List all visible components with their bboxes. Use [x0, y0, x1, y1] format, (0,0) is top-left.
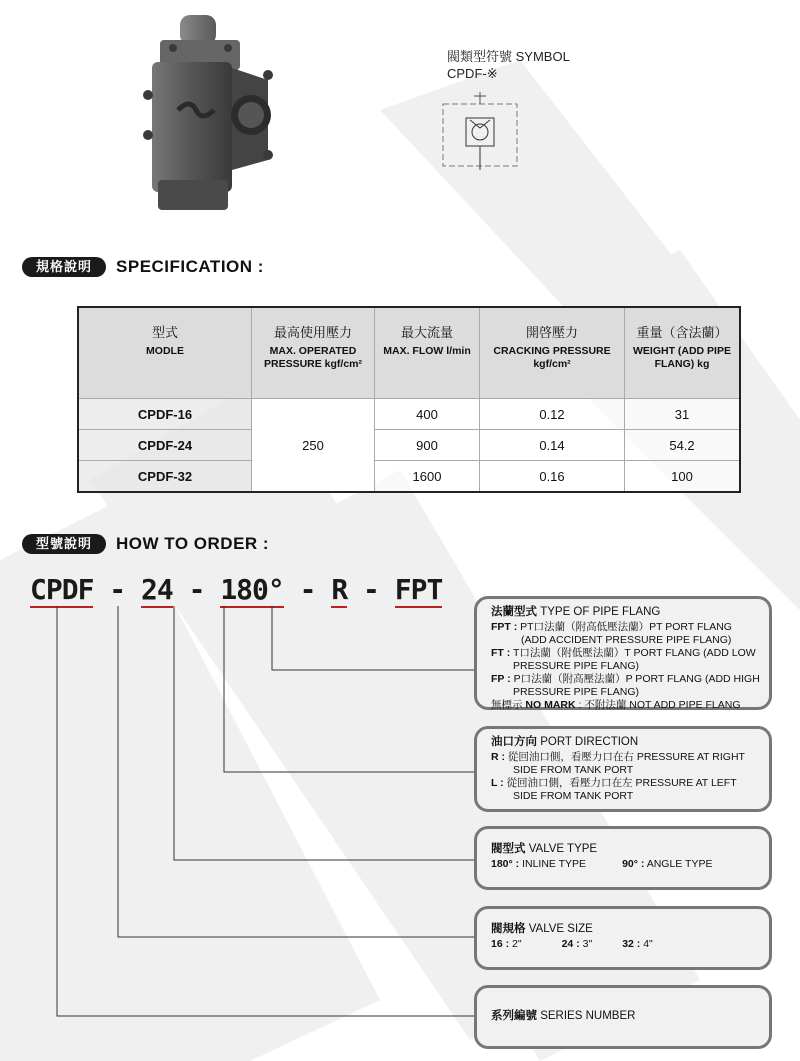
order-title: HOW TO ORDER :: [116, 534, 270, 553]
code-direction: R: [331, 573, 348, 606]
code-flang: FPT: [394, 573, 443, 606]
pressure-cell: 250: [252, 399, 375, 493]
cracking-cell: 0.12: [480, 399, 625, 430]
leader-direction: [224, 606, 476, 772]
header-model: 型式 MODLE: [78, 307, 252, 399]
leader-type: [174, 606, 476, 860]
port-direction-box: 油口方向 PORT DIRECTION R : 從回油口側，看壓力口在右 PRESSURE AT RIGHT SIDE FROM TANK PORT L : 從回油口側，看壓力口在左 PRESSURE AT LEFT SIDE FROM TANK PORT: [474, 726, 772, 812]
model-cell: CPDF-24: [78, 430, 252, 461]
specification-badge: 規格說明: [22, 257, 106, 277]
flang-title-en: TYPE OF PIPE FLANG: [540, 606, 661, 618]
symbol-title-text: 閥類型符號 SYMBOL: [447, 49, 570, 64]
cracking-cell: 0.14: [480, 430, 625, 461]
flang-type-box: 法蘭型式 TYPE OF PIPE FLANG FPT : PT口法蘭（附高低壓法蘭）PT PORT FLANG (ADD ACCIDENT PRESSURE PIPE FLANG) FT : T口法蘭（附低壓法蘭）T PORT FLANG (ADD LOW PRESSURE PIPE FLANG) FP : P口法蘭（附高壓法蘭）P PORT FLANG (ADD HIGH PRESSURE PIPE FLANG) 無標示 NO MARK : 不附法蘭 NOT ADD PIPE FLANG: [474, 596, 772, 710]
header-flow: 最大流量 MAX. FLOW l/min: [375, 307, 480, 399]
header-cracking: 開啓壓力 CRACKING PRESSURE kgf/cm²: [480, 307, 625, 399]
specification-title: SPECIFICATION :: [116, 257, 264, 276]
weight-cell: 31: [625, 399, 741, 430]
valve-size-box: 閥規格 VALVE SIZE 16 : 2" 24 : 3" 32 : 4": [474, 906, 772, 970]
symbol-model-text: CPDF-※: [447, 66, 498, 81]
model-cell: CPDF-16: [78, 399, 252, 430]
header-pressure: 最高使用壓力 MAX. OPERATED PRESSURE kgf/cm²: [252, 307, 375, 399]
flang-title-zh: 法蘭型式: [491, 606, 537, 618]
header-weight: 重量（含法蘭） WEIGHT (ADD PIPE FLANG) kg: [625, 307, 741, 399]
flow-cell: 1600: [375, 461, 480, 493]
code-angle: 180°: [220, 573, 284, 606]
weight-cell: 100: [625, 461, 741, 493]
series-number-box: 系列編號 SERIES NUMBER: [474, 985, 772, 1049]
leader-series: [57, 606, 476, 1016]
leader-flang: [272, 606, 476, 670]
weight-cell: 54.2: [625, 430, 741, 461]
order-badge: 型號說明: [22, 534, 106, 554]
cracking-cell: 0.16: [480, 461, 625, 493]
code-size: 24: [141, 573, 173, 606]
code-series: CPDF: [30, 573, 94, 606]
flow-cell: 400: [375, 399, 480, 430]
model-cell: CPDF-32: [78, 461, 252, 493]
valve-type-box: 閥型式 VALVE TYPE 180° : INLINE TYPE 90° : ANGLE TYPE: [474, 826, 772, 890]
order-code: CPDF - 24 - 180° - R - FPT: [30, 573, 443, 606]
flow-cell: 900: [375, 430, 480, 461]
